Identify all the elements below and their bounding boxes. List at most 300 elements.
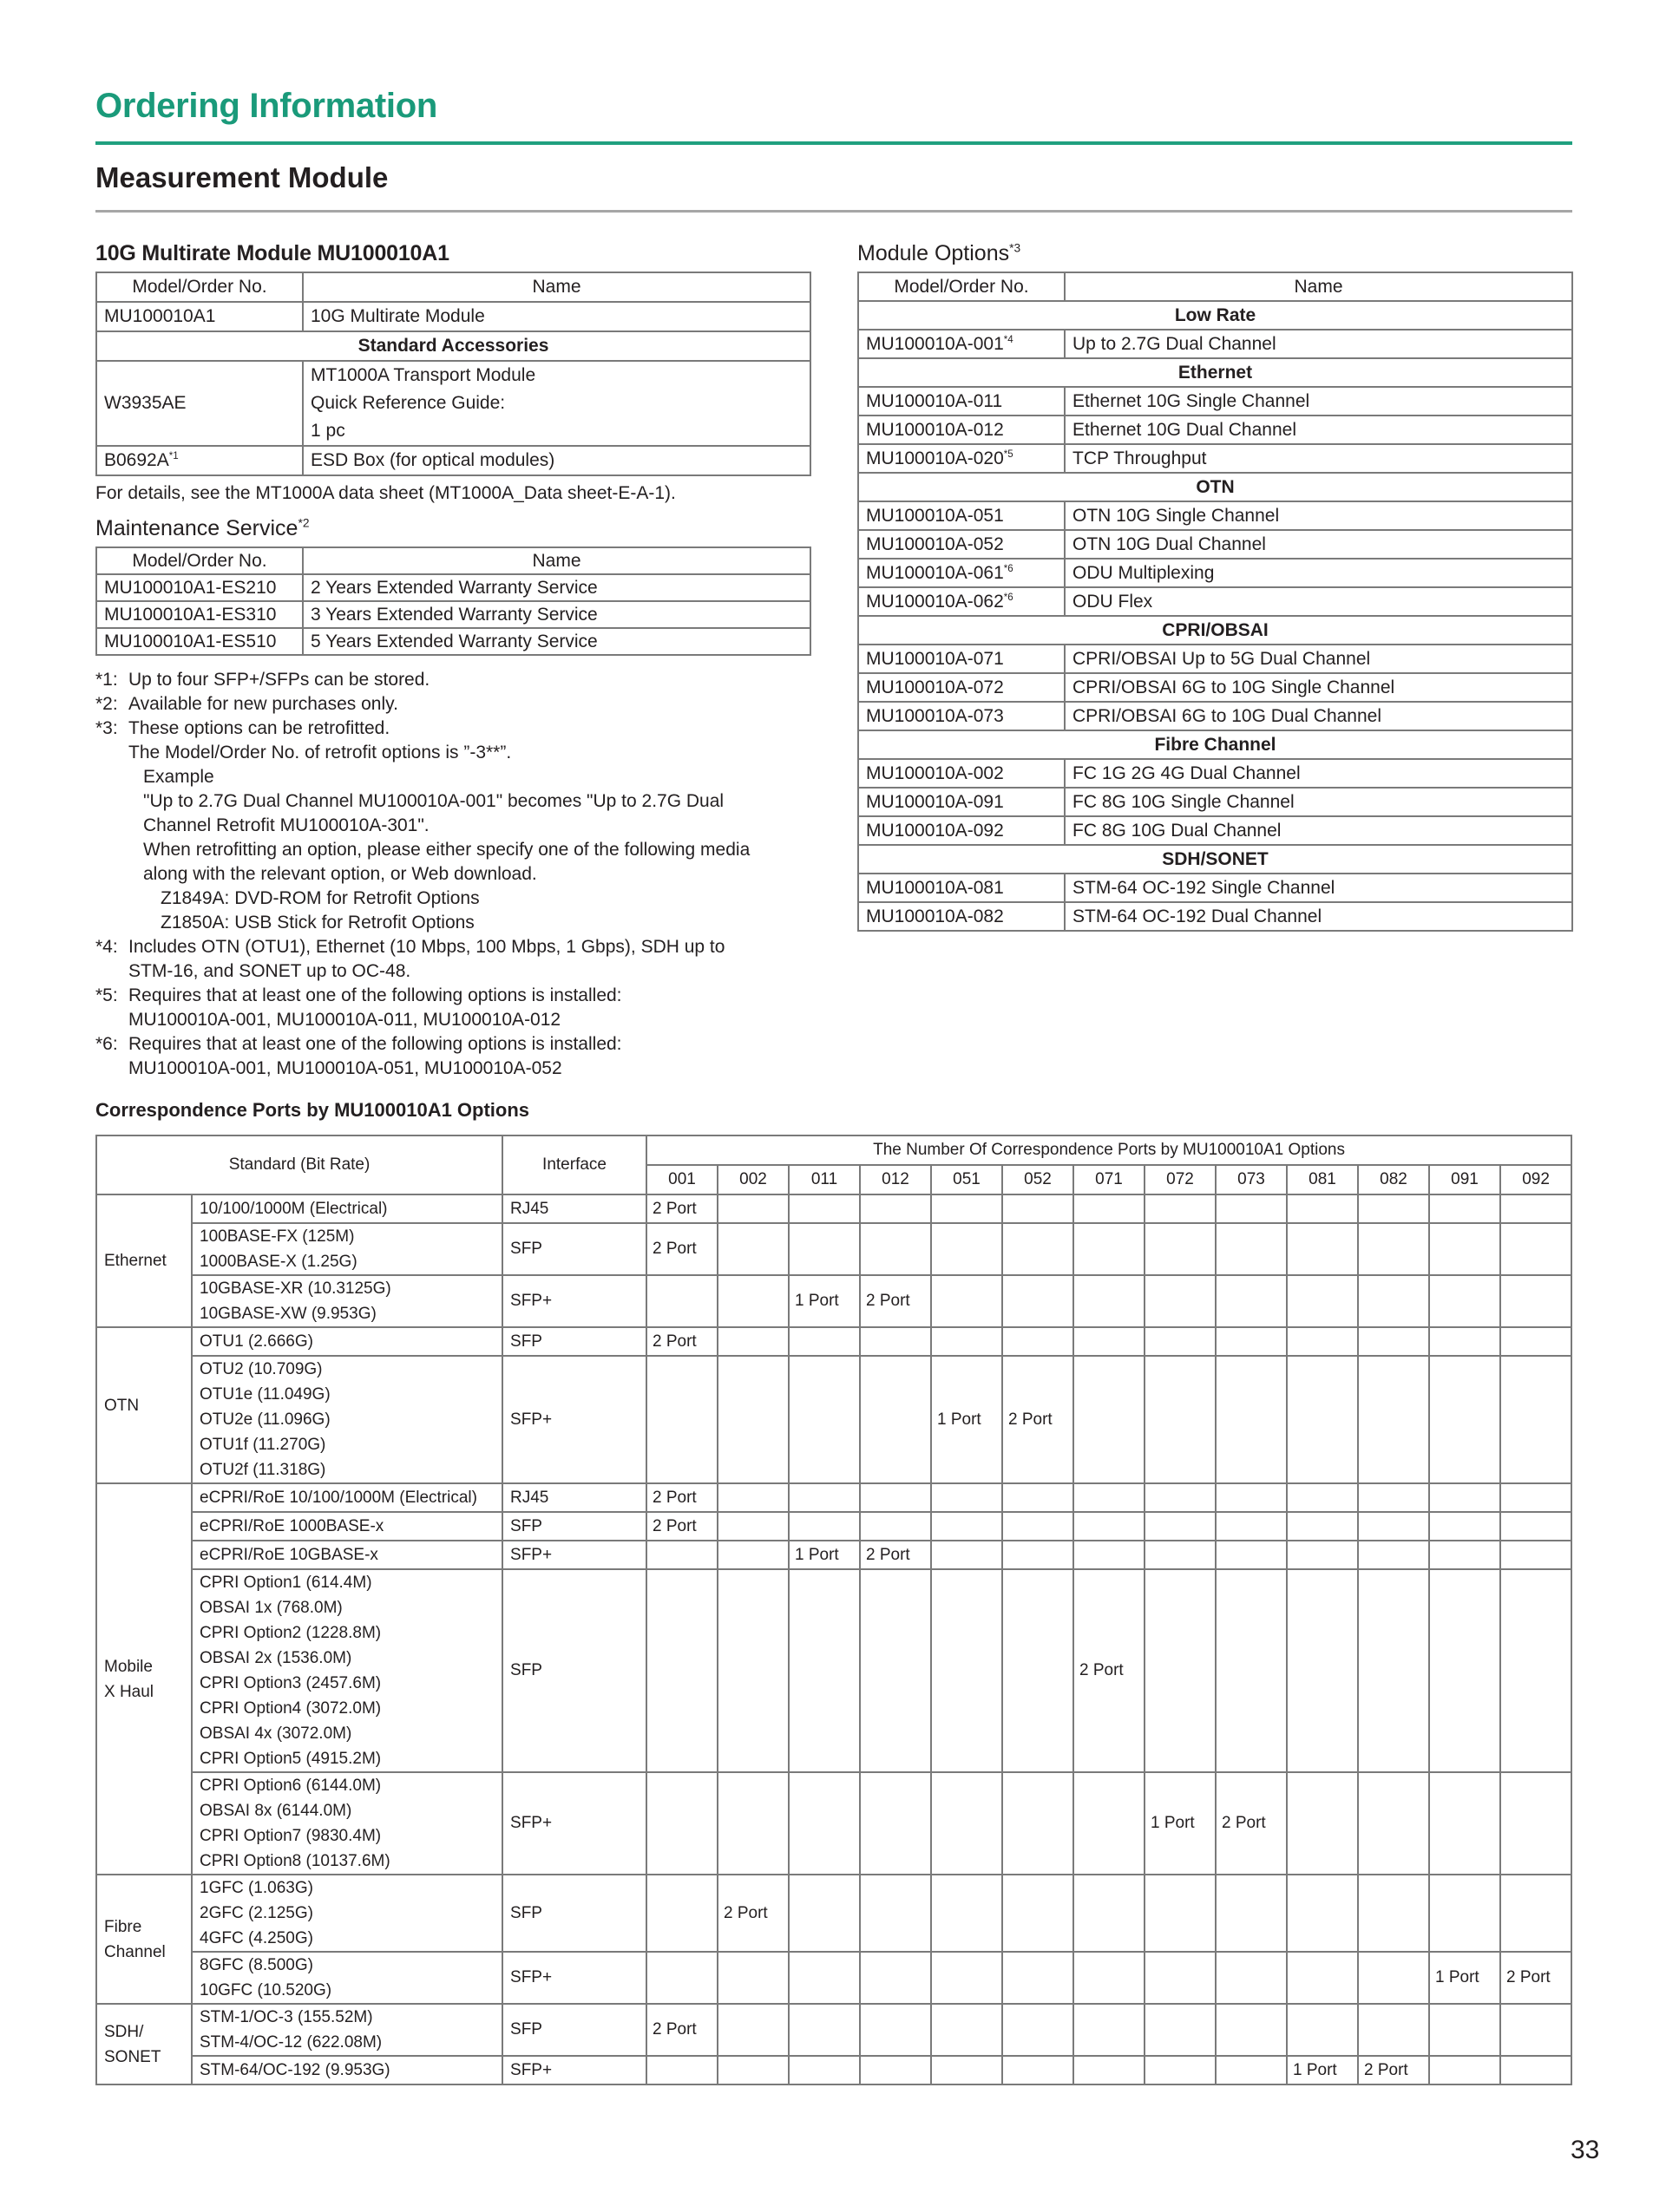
footnote	[95, 717, 811, 741]
standard-line: 1GFC (1.063G)	[200, 1879, 313, 1897]
port-count-cell	[860, 2056, 931, 2084]
interface-cell: SFP	[502, 1569, 646, 1772]
port-count-cell	[1429, 2056, 1500, 2084]
port-count-cell	[931, 2056, 1002, 2084]
port-count-cell	[1358, 1327, 1429, 1356]
standard-line: CPRI Option2 (1228.8M)	[200, 1624, 382, 1642]
port-count-cell	[1002, 1875, 1073, 1952]
name-cell: FC 1G 2G 4G Dual Channel	[1065, 759, 1572, 788]
model-text: MU100010A-071	[866, 648, 1004, 669]
footnote-text: These options can be retrofitted.	[128, 718, 390, 738]
model-cell	[858, 816, 1065, 845]
port-count-cell	[1358, 1483, 1429, 1512]
port-count-cell	[1358, 1275, 1429, 1327]
port-count-cell	[718, 1952, 789, 2004]
port-count-cell	[860, 1772, 931, 1875]
footnote-text: MU100010A-001, MU100010A-011, MU100010A-012	[128, 1010, 561, 1030]
option-code-header: 072	[1145, 1165, 1216, 1194]
table-header-row	[96, 1135, 1571, 1165]
port-count-cell	[1145, 1194, 1216, 1223]
port-count-cell	[1500, 2056, 1571, 2084]
port-count-cell	[718, 1356, 789, 1483]
standard-line: CPRI Option5 (4915.2M)	[200, 1750, 382, 1768]
table-row	[96, 2056, 1571, 2084]
standard-cell	[192, 2004, 502, 2056]
name-line: Quick Reference Guide:	[311, 393, 506, 413]
model-text: MU100010A-011	[866, 390, 1003, 411]
column-header: Name	[303, 547, 810, 574]
model-cell	[858, 759, 1065, 788]
interface-cell: SFP	[502, 1875, 646, 1952]
standard-line: OBSAI 8x (6144.0M)	[200, 1802, 352, 1820]
port-count-cell	[1216, 2004, 1287, 2056]
main-module-table	[95, 272, 811, 476]
standard-line: OTU1 (2.666G)	[200, 1332, 313, 1351]
column-header-interface: Interface	[502, 1135, 646, 1194]
footnote-text: MU100010A-001, MU100010A-051, MU100010A-052	[128, 1058, 562, 1078]
standard-line: OTU2f (11.318G)	[200, 1461, 326, 1479]
port-count-cell	[1500, 1356, 1571, 1483]
correspondence-table	[95, 1135, 1572, 2085]
footnote-ref: *4	[1003, 334, 1013, 345]
footnote-ref: *6	[1003, 592, 1013, 603]
interface-cell: SFP+	[502, 1356, 646, 1483]
port-count-cell	[646, 1356, 718, 1483]
standard-line: OTU2 (10.709G)	[200, 1360, 323, 1378]
group-label: SDH/SONET	[858, 845, 1572, 874]
model-cell	[858, 874, 1065, 902]
section-divider	[95, 210, 1572, 213]
standard-line: 4GFC (4.250G)	[200, 1929, 313, 1947]
group-row	[96, 331, 810, 361]
category-cell	[96, 1875, 192, 2004]
port-count-cell	[931, 1275, 1002, 1327]
group-label: Low Rate	[858, 301, 1572, 330]
table-row	[96, 1483, 1571, 1512]
port-count-cell	[1073, 2004, 1145, 2056]
category-cell	[96, 1327, 192, 1483]
port-count-cell	[1358, 1223, 1429, 1275]
name-cell: STM-64 OC-192 Dual Channel	[1065, 902, 1572, 931]
port-count-cell	[789, 1327, 860, 1356]
port-count-cell	[646, 1952, 718, 2004]
column-header: Model/Order No.	[96, 547, 303, 574]
port-count-cell: 2 Port	[1358, 2056, 1429, 2084]
standard-cell	[192, 1327, 502, 1356]
footnote	[95, 1032, 811, 1057]
group-row	[858, 616, 1572, 645]
standard-line: STM-64/OC-192 (9.953G)	[200, 2061, 390, 2079]
model-text: MU100010A-002	[866, 762, 1004, 783]
group-row	[858, 301, 1572, 330]
port-count-cell	[860, 1356, 931, 1483]
option-code-header: 071	[1073, 1165, 1145, 1194]
table-row	[96, 1327, 1571, 1356]
table-row	[96, 446, 810, 475]
table-row	[96, 1569, 1571, 1772]
port-count-cell	[1216, 1194, 1287, 1223]
standard-line: CPRI Option1 (614.4M)	[200, 1574, 372, 1592]
model-cell	[858, 330, 1065, 358]
port-count-cell	[1216, 1875, 1287, 1952]
table-header-row	[96, 547, 810, 574]
table-row	[96, 1772, 1571, 1875]
table-row	[96, 1223, 1571, 1275]
interface-cell: SFP	[502, 2004, 646, 2056]
port-count-cell	[1145, 1875, 1216, 1952]
standard-cell	[192, 1223, 502, 1275]
port-count-cell	[1145, 2056, 1216, 2084]
correspondence-title: Correspondence Ports by MU100010A1 Options	[95, 1099, 530, 1121]
port-count-cell	[1287, 1275, 1358, 1327]
port-count-cell	[1358, 1952, 1429, 2004]
name-cell: 3 Years Extended Warranty Service	[303, 601, 810, 628]
port-count-cell: 2 Port	[1500, 1952, 1571, 2004]
port-count-cell	[1500, 1541, 1571, 1569]
port-count-cell	[1429, 1275, 1500, 1327]
name-line-qty	[311, 389, 803, 445]
model-cell	[858, 673, 1065, 702]
footnote-ref: *2	[298, 516, 310, 530]
name-cell: ODU Flex	[1065, 587, 1572, 616]
name-cell: OTN 10G Dual Channel	[1065, 530, 1572, 559]
table-row	[858, 416, 1572, 444]
port-count-cell	[1287, 1772, 1358, 1875]
model-cell	[96, 446, 303, 475]
standard-line: 10GBASE-XW (9.953G)	[200, 1305, 377, 1323]
interface-cell: SFP+	[502, 1541, 646, 1569]
port-count-cell	[1429, 1772, 1500, 1875]
table-row	[96, 2004, 1571, 2056]
table-row	[96, 1356, 1571, 1483]
category-cell	[96, 1483, 192, 1875]
port-count-cell	[718, 1223, 789, 1275]
model-text: MU100010A-081	[866, 877, 1004, 898]
port-count-cell	[646, 1275, 718, 1327]
port-count-cell	[1073, 1875, 1145, 1952]
port-count-cell	[1358, 1194, 1429, 1223]
footnote-text: STM-16, and SONET up to OC-48.	[128, 961, 411, 981]
name-cell: CPRI/OBSAI 6G to 10G Dual Channel	[1065, 702, 1572, 730]
maintenance-table	[95, 546, 811, 656]
port-count-cell	[931, 1952, 1002, 2004]
name-cell	[303, 361, 810, 446]
model-cell	[858, 387, 1065, 416]
port-count-cell	[718, 2004, 789, 2056]
port-count-cell	[1500, 1483, 1571, 1512]
footnote-text: "Up to 2.7G Dual Channel MU100010A-001" becomes "Up to 2.7G Dual	[143, 791, 725, 811]
model-text: MU100010A-092	[866, 820, 1004, 841]
port-count-cell	[860, 1223, 931, 1275]
column-header: Name	[303, 272, 810, 302]
port-count-cell	[1358, 1772, 1429, 1875]
port-count-cell	[1073, 1356, 1145, 1483]
column-header-standard: Standard (Bit Rate)	[96, 1135, 502, 1194]
port-count-cell	[789, 1772, 860, 1875]
category-label: Channel	[104, 1942, 166, 1961]
model-cell: W3935AE	[96, 361, 303, 446]
footnotes	[95, 668, 811, 1081]
interface-cell: SFP	[502, 1327, 646, 1356]
port-count-cell	[789, 1512, 860, 1541]
model-text: MU100010A-061	[866, 562, 1004, 583]
port-count-cell	[1500, 1223, 1571, 1275]
group-row	[858, 473, 1572, 501]
model-cell	[858, 645, 1065, 673]
port-count-cell	[1429, 1541, 1500, 1569]
standard-cell	[192, 1356, 502, 1483]
name-cell: FC 8G 10G Dual Channel	[1065, 816, 1572, 845]
standard-cell	[192, 1483, 502, 1512]
option-code-header: 002	[718, 1165, 789, 1194]
port-count-cell	[1145, 2004, 1216, 2056]
footnote-text: Up to four SFP+/SFPs can be stored.	[128, 670, 430, 690]
port-count-cell	[789, 2056, 860, 2084]
port-count-cell	[1145, 1569, 1216, 1772]
standard-line: eCPRI/RoE 10/100/1000M (Electrical)	[200, 1489, 477, 1507]
footnote-text: Channel Retrofit MU100010A-301".	[143, 815, 430, 835]
interface-cell: SFP+	[502, 2056, 646, 2084]
name-cell: TCP Throughput	[1065, 444, 1572, 473]
port-count-cell	[718, 1772, 789, 1875]
module-options-table	[857, 272, 1573, 932]
model-cell	[858, 501, 1065, 530]
port-count-cell	[1073, 1327, 1145, 1356]
port-count-cell	[860, 1952, 931, 2004]
port-count-cell	[1287, 1541, 1358, 1569]
name-cell: OTN 10G Single Channel	[1065, 501, 1572, 530]
standard-line: 8GFC (8.500G)	[200, 1956, 313, 1974]
port-count-cell	[1287, 1356, 1358, 1483]
port-count-cell: 1 Port	[1429, 1952, 1500, 2004]
page-number: 33	[1571, 2136, 1600, 2164]
module-options-title-text: Module Options	[857, 241, 1010, 265]
group-label: Fibre Channel	[858, 730, 1572, 759]
standard-line: 2GFC (2.125G)	[200, 1904, 313, 1922]
footnote-mark: *2:	[95, 694, 118, 714]
table-row	[858, 759, 1572, 788]
port-count-cell	[1429, 1569, 1500, 1772]
name-cell: ODU Multiplexing	[1065, 559, 1572, 587]
option-code-header: 082	[1358, 1165, 1429, 1194]
model-cell	[858, 587, 1065, 616]
port-count-cell	[931, 1541, 1002, 1569]
port-count-cell	[1145, 1327, 1216, 1356]
port-count-cell	[1216, 1483, 1287, 1512]
port-count-cell	[860, 1875, 931, 1952]
standard-line: eCPRI/RoE 1000BASE-x	[200, 1517, 384, 1535]
standard-line: OBSAI 2x (1536.0M)	[200, 1649, 352, 1667]
name-cell: FC 8G 10G Single Channel	[1065, 788, 1572, 816]
port-count-cell	[1500, 2004, 1571, 2056]
port-count-cell: 1 Port	[931, 1356, 1002, 1483]
port-count-cell	[1002, 1194, 1073, 1223]
port-count-cell	[1287, 1223, 1358, 1275]
footnote-text: Example	[143, 767, 214, 787]
column-header: Model/Order No.	[96, 272, 303, 302]
footnote	[95, 984, 811, 1008]
port-count-cell	[931, 1194, 1002, 1223]
port-count-cell: 2 Port	[646, 1327, 718, 1356]
port-count-cell	[1073, 1275, 1145, 1327]
model-cell	[858, 444, 1065, 473]
port-count-cell	[931, 1223, 1002, 1275]
port-count-cell: 2 Port	[1002, 1356, 1073, 1483]
correspondence-section	[95, 1135, 1572, 2085]
footnote-text: Includes OTN (OTU1), Ethernet (10 Mbps, 100 Mbps, 1 Gbps), SDH up to	[128, 937, 725, 957]
table-row	[858, 673, 1572, 702]
footnote-ref: *6	[1003, 563, 1013, 574]
port-count-cell	[1429, 1875, 1500, 1952]
port-count-cell	[1216, 2056, 1287, 2084]
main-module-title: 10G Multirate Module MU100010A1	[95, 241, 449, 265]
port-count-cell: 2 Port	[1073, 1569, 1145, 1772]
standard-line: CPRI Option4 (3072.0M)	[200, 1699, 382, 1718]
port-count-cell	[1073, 1772, 1145, 1875]
port-count-cell: 2 Port	[646, 1483, 718, 1512]
port-count-cell	[1073, 1194, 1145, 1223]
name-cell: CPRI/OBSAI Up to 5G Dual Channel	[1065, 645, 1572, 673]
table-row	[96, 601, 810, 628]
port-count-cell	[1002, 1327, 1073, 1356]
footnote-mark: *6:	[95, 1034, 118, 1054]
port-count-cell	[789, 1483, 860, 1512]
port-count-cell	[1216, 1223, 1287, 1275]
port-count-cell	[1073, 1483, 1145, 1512]
port-count-cell	[931, 1512, 1002, 1541]
port-count-cell	[1002, 2004, 1073, 2056]
footnote-text: The Model/Order No. of retrofit options is ”-3**”.	[128, 743, 512, 762]
port-count-cell	[1429, 1483, 1500, 1512]
name-cell: 10G Multirate Module	[303, 302, 810, 331]
port-count-cell	[931, 1875, 1002, 1952]
port-count-cell: 2 Port	[860, 1275, 931, 1327]
group-row	[858, 730, 1572, 759]
category-label: SDH/	[104, 2022, 144, 2041]
port-count-cell	[860, 1569, 931, 1772]
table-row	[858, 788, 1572, 816]
group-label: OTN	[858, 473, 1572, 501]
name-cell: STM-64 OC-192 Single Channel	[1065, 874, 1572, 902]
port-count-cell	[718, 2056, 789, 2084]
port-count-cell	[1145, 1223, 1216, 1275]
interface-cell: SFP+	[502, 1772, 646, 1875]
footnote-text: Z1850A: USB Stick for Retrofit Options	[161, 913, 475, 933]
port-count-cell	[1287, 1569, 1358, 1772]
port-count-cell: 2 Port	[860, 1541, 931, 1569]
quantity: 1 pc	[311, 421, 345, 441]
port-count-cell	[1073, 1223, 1145, 1275]
model-cell	[858, 902, 1065, 931]
port-count-cell: 1 Port	[1287, 2056, 1358, 2084]
port-count-cell	[1358, 1356, 1429, 1483]
port-count-cell	[1073, 1541, 1145, 1569]
model-text: MU100010A-012	[866, 419, 1004, 440]
footnote-ref: *3	[1009, 241, 1021, 255]
model-cell	[858, 559, 1065, 587]
port-count-cell	[1002, 1223, 1073, 1275]
port-count-cell	[1002, 1483, 1073, 1512]
table-row	[96, 1952, 1571, 2004]
details-note: For details, see the MT1000A data sheet (MT1000A_Data sheet-E-A-1).	[95, 483, 676, 503]
standard-line: STM-4/OC-12 (622.08M)	[200, 2033, 383, 2052]
name-cell: Ethernet 10G Single Channel	[1065, 387, 1572, 416]
port-count-cell	[1287, 1327, 1358, 1356]
standard-cell	[192, 1541, 502, 1569]
port-count-cell	[1216, 1512, 1287, 1541]
column-header: Name	[1065, 272, 1572, 301]
table-row	[858, 816, 1572, 845]
port-count-cell: 1 Port	[1145, 1772, 1216, 1875]
table-header-row	[858, 272, 1572, 301]
port-count-cell	[1216, 1275, 1287, 1327]
footnote-text: Requires that at least one of the following options is installed:	[128, 1034, 622, 1054]
table-row	[96, 1875, 1571, 1952]
port-count-cell	[1002, 1952, 1073, 2004]
port-count-cell	[1216, 1952, 1287, 2004]
standard-cell	[192, 1194, 502, 1223]
footnote-mark: *4:	[95, 937, 118, 957]
port-count-cell	[1145, 1541, 1216, 1569]
footnote	[95, 692, 811, 717]
port-count-cell	[1216, 1541, 1287, 1569]
port-count-cell	[1216, 1327, 1287, 1356]
model-cell: MU100010A1-ES310	[96, 601, 303, 628]
table-row	[858, 902, 1572, 931]
category-cell	[96, 1194, 192, 1327]
right-column	[857, 241, 1573, 932]
name-cell: 5 Years Extended Warranty Service	[303, 628, 810, 655]
option-code-header: 051	[931, 1165, 1002, 1194]
port-count-cell	[931, 2004, 1002, 2056]
port-count-cell	[1145, 1483, 1216, 1512]
model-cell: MU100010A1	[96, 302, 303, 331]
table-row	[96, 1275, 1571, 1327]
category-cell	[96, 2004, 192, 2084]
port-count-cell	[931, 1569, 1002, 1772]
standard-line: OBSAI 1x (768.0M)	[200, 1599, 343, 1617]
standard-line: OTU2e (11.096G)	[200, 1410, 331, 1429]
port-count-cell	[1287, 1194, 1358, 1223]
model-text: MU100010A-001	[866, 333, 1004, 354]
port-count-cell	[1429, 1327, 1500, 1356]
port-count-cell	[1429, 1194, 1500, 1223]
table-row	[96, 1194, 1571, 1223]
option-code-header: 081	[1287, 1165, 1358, 1194]
standard-line: CPRI Option8 (10137.6M)	[200, 1852, 390, 1870]
footnote-text: Z1849A: DVD-ROM for Retrofit Options	[161, 888, 480, 908]
model-cell	[858, 416, 1065, 444]
table-row	[858, 587, 1572, 616]
interface-cell: SFP+	[502, 1275, 646, 1327]
table-row	[96, 302, 810, 331]
table-row	[858, 645, 1572, 673]
port-count-cell	[1358, 1569, 1429, 1772]
port-count-cell	[860, 1512, 931, 1541]
port-count-cell: 2 Port	[718, 1875, 789, 1952]
port-count-cell	[718, 1541, 789, 1569]
footnote-text: Available for new purchases only.	[128, 694, 398, 714]
standard-cell	[192, 2056, 502, 2084]
standard-line: CPRI Option3 (2457.6M)	[200, 1674, 382, 1692]
option-code-header: 001	[646, 1165, 718, 1194]
port-count-cell	[646, 1772, 718, 1875]
port-count-cell: 2 Port	[646, 1223, 718, 1275]
maintenance-title	[95, 516, 811, 541]
interface-cell: RJ45	[502, 1483, 646, 1512]
port-count-cell	[1073, 1512, 1145, 1541]
category-label: Ethernet	[104, 1252, 167, 1270]
